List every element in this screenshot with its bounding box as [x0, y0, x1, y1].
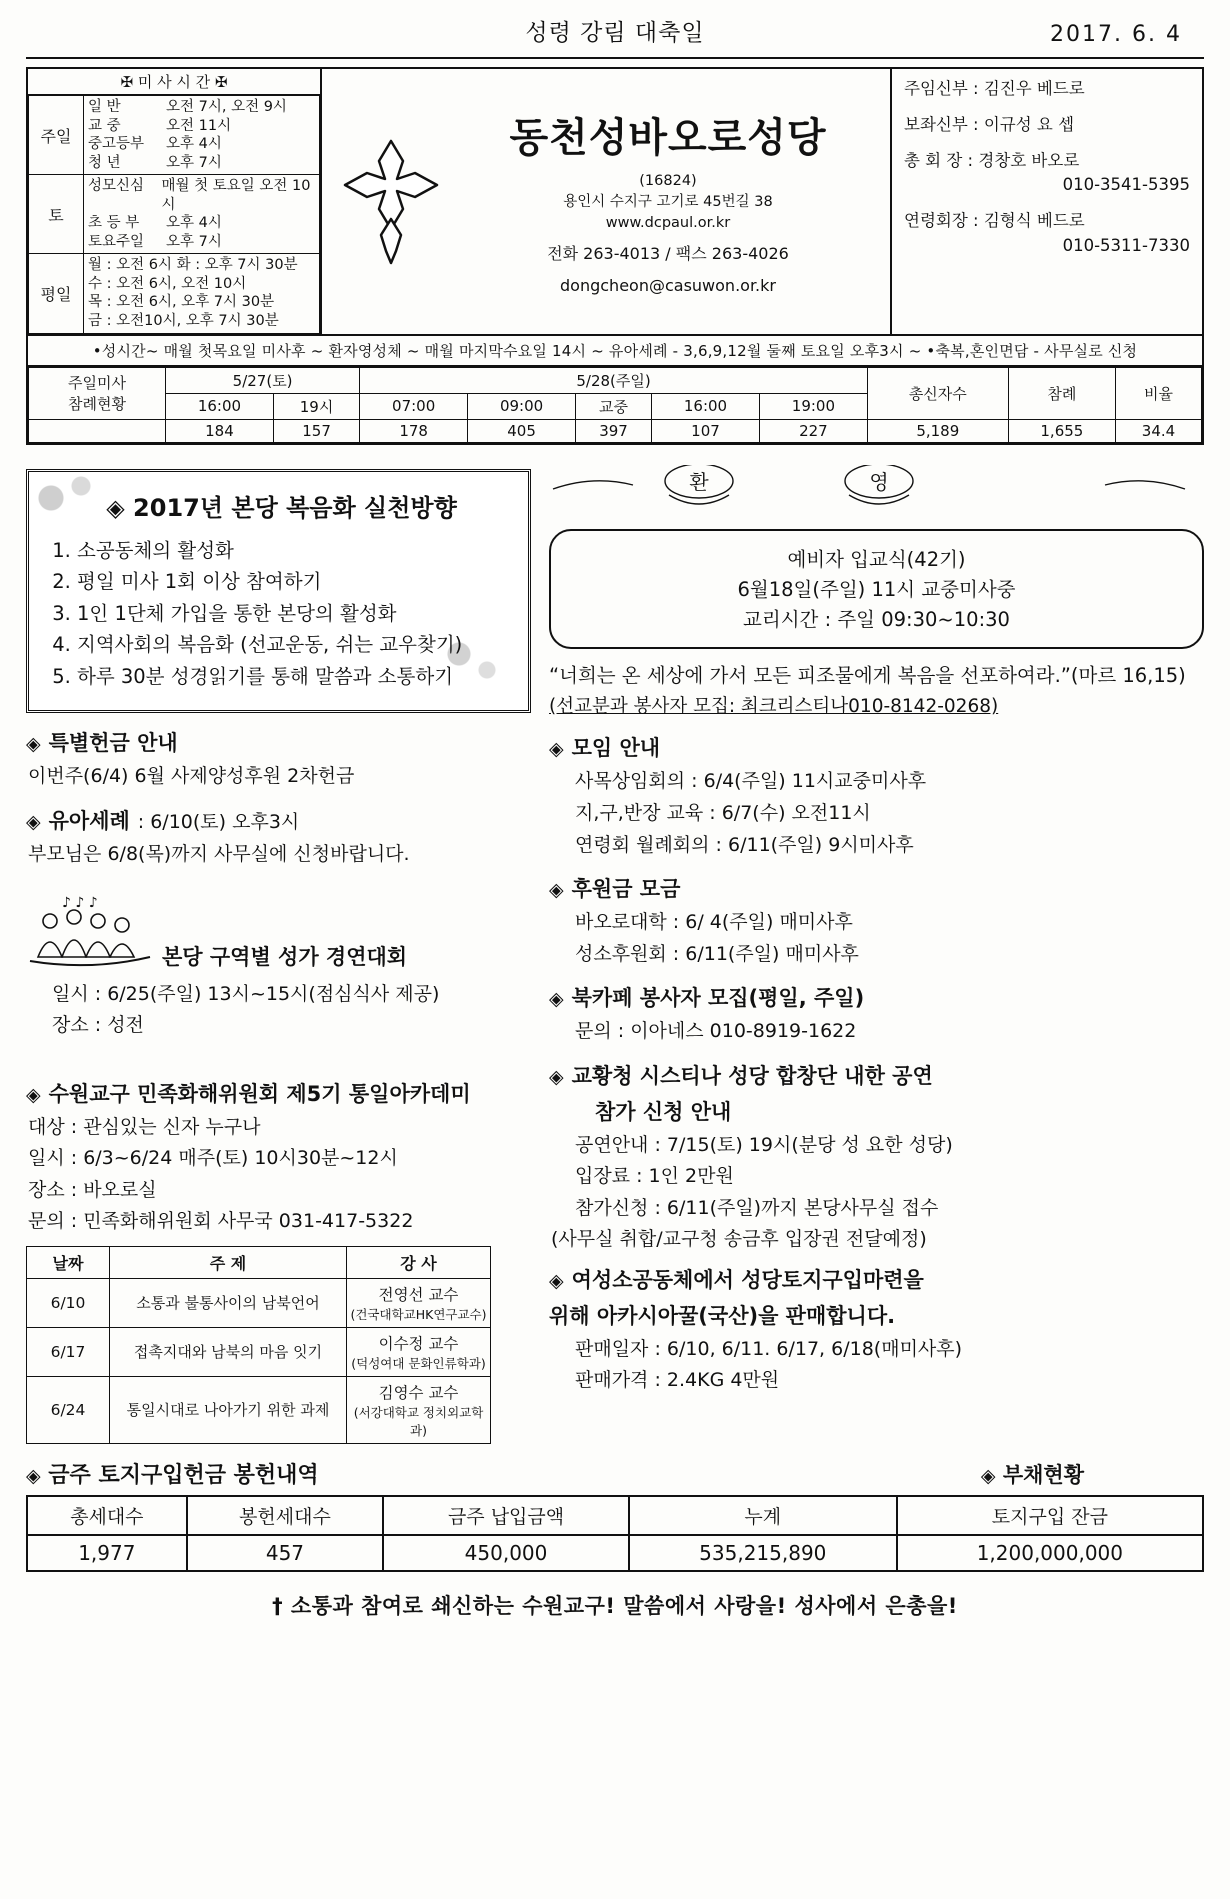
staff-phone: 010-3541-5395 [1062, 175, 1190, 195]
mass-row-value: 금 : 오전10시, 오후 7시 30분 [88, 313, 279, 330]
concert-title-line2-wrap [595, 1096, 1204, 1126]
academy-lecturer-affiliation: (서강대학교 정치외교학과) [353, 1404, 484, 1438]
infant-baptism-title: 유아세례 [48, 809, 130, 833]
debt-status-title: 부채현황 [1002, 1462, 1084, 1487]
staff-name: 김진우 베드로 [983, 79, 1085, 98]
concert-title-line1: 교황청 시스티나 성당 합창단 내한 공연 [571, 1063, 933, 1088]
concert-application: 참가신청 : 6/11(주일)까지 본당사무실 접수 [575, 1196, 939, 1219]
staff-name: 경창호 바오로 [978, 150, 1080, 170]
catechumen-box [549, 529, 1204, 650]
attendance-col-total: 총신자수 [867, 367, 1008, 419]
church-phone: 전화 263-4013 / 팩스 263-4026 [547, 244, 789, 264]
attendance-count: 405 [468, 419, 576, 442]
finance-value: 535,215,890 [629, 1535, 897, 1571]
attendance-group-sat: 5/27(토) [166, 367, 360, 393]
masthead [26, 67, 1204, 336]
honey-sale-title-line2: 위해 아카시아꿀(국산)을 판매합니다. [549, 1303, 896, 1328]
mass-group-day: 토 [29, 175, 84, 254]
mass-schedule-title: ✠ 미 사 시 간 ✠ [28, 69, 320, 95]
academy-topic: 접촉지대와 남북의 마음 잇기 [110, 1327, 347, 1376]
goal-item: 3. 1인 1단체 가입을 통한 본당의 활성화 [77, 598, 512, 630]
mass-row-value: 목 : 오전 6시, 오후 7시 30분 [88, 294, 275, 311]
land-offering-title: 금주 토지구입헌금 봉헌내역 [48, 1462, 319, 1488]
table-row [27, 1278, 491, 1327]
diamond-icon: ◈ [549, 879, 564, 902]
academy-topic: 소통과 불통사이의 남북언어 [110, 1278, 347, 1327]
infant-baptism-heading [26, 805, 531, 835]
bookcafe-contact: 문의 : 이아네스 010-8919-1622 [575, 1020, 857, 1043]
goals-title: ◈ 2017년 본당 복음화 실천방향 [106, 493, 457, 522]
mass-row-value: 오후 7시 [166, 233, 222, 250]
academy-lecturer [347, 1376, 491, 1443]
staff-name: 이규성 요 셉 [983, 114, 1075, 134]
special-offering-line: 이번주(6/4) 6월 사제양성후원 2차헌금 [28, 765, 355, 788]
attendance-count: 107 [652, 419, 760, 442]
attendance-table [26, 367, 1204, 445]
page-footer: † 소통과 참여로 쇄신하는 수원교구! 말씀에서 사랑을! 성사에서 은총을! [272, 1593, 958, 1618]
mass-row-value: 수 : 오전 6시, 오전 10시 [88, 275, 247, 292]
fundraising-title: 후원금 모금 [571, 877, 681, 902]
mass-row-key: 성모신심 [88, 178, 145, 195]
church-name: 동천성바오로성당 [509, 115, 827, 162]
diamond-icon: ◈ [26, 733, 41, 756]
mass-schedule-table [28, 69, 322, 334]
attendance-time: 09:00 [468, 393, 576, 419]
academy-th-date: 날짜 [27, 1246, 110, 1278]
attendance-count: 184 [166, 419, 274, 442]
academy-lecturer-affiliation: (덕성여대 문화인류학과) [351, 1355, 486, 1371]
honey-sale-dates: 판매일자 : 6/10, 6/11. 6/17, 6/18(매미사후) [575, 1337, 963, 1360]
academy-lecturer-affiliation: (건국대학교HK연구교수) [350, 1306, 487, 1322]
unification-academy-heading [26, 1078, 531, 1108]
debt-status-heading [981, 1459, 1084, 1489]
attendance-total-value: 5,189 [867, 419, 1008, 442]
staff-name: 김형식 베드로 [983, 211, 1085, 230]
staff-role: 총 회 장 [904, 150, 963, 170]
concert-info: 공연안내 : 7/15(토) 19시(분당 성 요한 성당) [575, 1133, 953, 1156]
mass-row-key: 일 반 [88, 99, 121, 115]
special-offering-title: 특별헌금 안내 [48, 731, 178, 756]
academy-date: 6/24 [27, 1376, 110, 1443]
academy-target: 대상 : 관심있는 신자 누구나 [28, 1115, 261, 1138]
meeting-item: 연령회 월례회의 : 6/11(주일) 9시미사후 [575, 833, 914, 856]
attendance-time: 19:00 [759, 393, 867, 419]
special-offering-heading [26, 727, 531, 757]
mass-row-value: 오후 4시 [166, 215, 222, 232]
academy-place: 장소 : 바오로실 [28, 1178, 157, 1201]
finance-header: 누계 [629, 1496, 897, 1535]
academy-th-lecturer: 강 사 [347, 1246, 491, 1278]
mass-group-rows [84, 175, 320, 254]
fundraising-item: 성소후원회 : 6/11(주일) 매미사후 [575, 942, 859, 965]
academy-date: 6/10 [27, 1278, 110, 1327]
bookcafe-title: 북카페 봉사자 모집(평일, 주일) [571, 986, 865, 1011]
content-columns [26, 465, 1204, 1444]
honey-sale-title-line1: 여성소공동체에서 성당토지구입마련을 [571, 1267, 924, 1292]
choir-contest-title: 본당 구역별 성가 경연대회 [162, 944, 408, 969]
mission-volunteer-recruit: (선교분과 봉사자 모집: 최크리스티나010-8142-0268) [549, 696, 999, 718]
attendance-time: 교중 [576, 393, 652, 419]
mass-group-day: 주일 [29, 96, 84, 175]
choir-contest-place: 장소 : 성전 [52, 1014, 144, 1037]
honey-sale-title-line2-wrap [549, 1300, 1204, 1330]
welcome-wreath-decoration [549, 465, 1204, 511]
goal-item: 1. 소공동체의 활성화 [77, 535, 512, 567]
academy-th-topic: 주 제 [110, 1246, 347, 1278]
diamond-icon: ◈ [549, 738, 564, 761]
choir-contest-datetime: 일시 : 6/25(주일) 13시~15시(점심식사 제공) [52, 982, 440, 1005]
finance-value: 1,977 [27, 1535, 187, 1571]
catechumen-line3: 교리시간 : 주일 09:30~10:30 [743, 608, 1010, 631]
attendance-col-attend: 참례 [1008, 367, 1115, 419]
attendance-time: 07:00 [360, 393, 468, 419]
attendance-label-line2: 참례현황 [68, 395, 126, 414]
attendance-blank [29, 419, 166, 442]
honey-sale-heading [549, 1264, 1204, 1294]
mass-row-value: 오전 7시, 오전 9시 [166, 99, 287, 115]
diamond-icon: ◈ [549, 988, 564, 1011]
mass-row-value: 오후 7시 [166, 154, 222, 171]
goal-item: 2. 평일 미사 1회 이상 참여하기 [77, 566, 512, 598]
diamond-icon: ◈ [549, 1065, 564, 1088]
academy-datetime: 일시 : 6/3~6/24 매주(토) 10시30분~12시 [28, 1147, 398, 1170]
academy-lecturer-name: 전영선 교수 [378, 1285, 459, 1304]
choir-contest-heading [26, 891, 531, 977]
meeting-item: 사목상임회의 : 6/4(주일) 11시교중미사후 [575, 770, 927, 793]
attendance-label-line1: 주일미사 [68, 374, 126, 393]
wreath-left-char: 환 [689, 469, 709, 494]
mass-group-day: 평일 [29, 254, 84, 333]
attendance-time: 16:00 [652, 393, 760, 419]
finance-header: 봉헌세대수 [187, 1496, 384, 1535]
mass-row-key: 교 중 [88, 117, 121, 134]
concert-heading [549, 1060, 1204, 1090]
academy-lecturer-name: 김영수 교수 [378, 1383, 459, 1402]
mass-row-key: 중고등부 [88, 136, 145, 153]
choir-singers-icon [26, 891, 156, 977]
staff-list [890, 69, 1202, 334]
academy-lecturer [347, 1327, 491, 1376]
issue-date: 2017. 6. 4 [1050, 22, 1182, 47]
right-column [549, 465, 1204, 1444]
svg-text:♪ ♪ ♪: ♪ ♪ ♪ [62, 894, 98, 911]
mass-group-rows [84, 254, 320, 333]
academy-lecturer [347, 1278, 491, 1327]
attendance-count: 178 [360, 419, 468, 442]
left-column [26, 465, 531, 1444]
staff-row: 주임신부 : 김진우 베드로 [904, 79, 1085, 98]
scripture-quote: “너희는 온 세상에 가서 모든 피조물에게 복음을 선포하여라.”(마르 16,15) [549, 664, 1186, 688]
attendance-count: 157 [273, 419, 359, 442]
table-row [27, 1376, 491, 1443]
bookcafe-heading [549, 982, 1204, 1012]
church-email[interactable]: dongcheon@casuwon.or.kr [560, 276, 776, 296]
unification-academy-title: 수원교구 민족화해위원회 제5기 통일아카데미 [48, 1081, 471, 1106]
diamond-icon: ◈ [26, 1083, 41, 1106]
table-row [27, 1535, 1203, 1571]
cross-icon [332, 135, 450, 267]
attendance-time: 19시 [273, 393, 359, 419]
finance-header: 토지구입 잔금 [897, 1496, 1203, 1535]
staff-phone: 010-5311-7330 [1062, 235, 1190, 255]
diamond-icon: ◈ [26, 1464, 41, 1487]
mass-row-key: 청 년 [88, 154, 121, 171]
notice-strip: •성시간~ 매월 첫목요일 미사후 ~ 환자영성체 ~ 매월 마지막수요일 14시 ~ 유아세례 - 3,6,9,12월 둘째 토요일 오후3시 ~ •축복,혼인면담 - 사무실로 신청 [26, 336, 1204, 367]
academy-contact: 문의 : 민족화해위원회 사무국 031-417-5322 [28, 1210, 414, 1233]
finance-header: 금주 납입금액 [383, 1496, 629, 1535]
finance-value: 1,200,000,000 [897, 1535, 1203, 1571]
meetings-title: 모임 안내 [571, 736, 661, 761]
mass-row-value: 오전 11시 [166, 117, 232, 134]
finance-header: 총세대수 [27, 1496, 187, 1535]
staff-role: 보좌신부 [904, 114, 968, 134]
honey-sale-price: 판매가격 : 2.4KG 4만원 [575, 1369, 780, 1392]
diamond-icon: ◈ [980, 1464, 996, 1487]
academy-lecturer-name: 이수정 교수 [378, 1334, 459, 1353]
infant-baptism-value: : 6/10(토) 오후3시 [137, 811, 300, 833]
mass-row-value: 오후 4시 [166, 136, 222, 153]
diamond-icon: ◈ [549, 1269, 564, 1292]
academy-topic: 통일시대로 나아가기 위한 과제 [110, 1376, 347, 1443]
mass-row-value: 매월 첫 토요일 오전 10시 [161, 178, 311, 213]
church-website[interactable]: www.dcpaul.or.kr [605, 215, 731, 232]
header-divider [26, 57, 1204, 59]
finance-table [26, 1495, 1204, 1572]
land-offering-heading [26, 1458, 319, 1489]
fundraising-heading [549, 873, 1204, 903]
attendance-count: 227 [759, 419, 867, 442]
attendance-count: 397 [576, 419, 652, 442]
staff-row: 총 회 장 : 경창호 바오로 010-3541-5395 [904, 149, 1194, 199]
finance-value: 450,000 [383, 1535, 629, 1571]
finance-value: 457 [187, 1535, 384, 1571]
mass-row-value: 월 : 오전 6시 화 : 오후 7시 30분 [88, 257, 298, 274]
staff-role: 주임신부 [904, 79, 968, 98]
finance-section [26, 1458, 1204, 1572]
catechumen-line2: 6월18일(주일) 11시 교중미사중 [737, 577, 1016, 601]
meeting-item: 지,구,반장 교육 : 6/7(수) 오전11시 [575, 802, 871, 825]
infant-baptism-line: 부모님은 6/8(목)까지 사무실에 신청바랍니다. [28, 843, 410, 865]
church-address: 용인시 수지구 고기로 45번길 38 [563, 194, 773, 211]
table-row [27, 1327, 491, 1376]
attendance-label [29, 367, 166, 419]
finance-headings [26, 1458, 1204, 1489]
concert-title-line2: 참가 신청 안내 [595, 1099, 732, 1124]
staff-row: 연령회장 : 김형식 베드로 010-5311-7330 [904, 209, 1194, 259]
page-header [0, 0, 1230, 53]
mass-row-key: 토요주일 [88, 233, 145, 250]
mass-group-rows [84, 96, 320, 175]
diamond-icon: ◈ [26, 811, 41, 833]
concert-price: 입장료 : 1인 2만원 [575, 1165, 734, 1188]
church-identity [322, 69, 890, 334]
feast-title: 성령 강림 대축일 [525, 20, 705, 46]
meetings-heading [549, 732, 1204, 762]
evangelization-goals-box [26, 469, 531, 714]
staff-role: 연령회장 [904, 211, 968, 230]
attendance-attend-value: 1,655 [1008, 419, 1115, 442]
goal-item: 4. 지역사회의 복음화 (선교운동, 쉬는 교우찾기) [77, 629, 512, 661]
academy-date: 6/17 [27, 1327, 110, 1376]
attendance-time: 16:00 [166, 393, 274, 419]
staff-row: 보좌신부 : 이규성 요 셉 [904, 114, 1075, 134]
catechumen-line1: 예비자 입교식(42기) [787, 547, 966, 571]
concert-note: (사무실 취합/교구청 송금후 입장권 전달예정) [551, 1228, 927, 1251]
attendance-col-rate: 비율 [1116, 367, 1202, 419]
fundraising-item: 바오로대학 : 6/ 4(주일) 매미사후 [575, 911, 853, 934]
wreath-right-char: 영 [869, 469, 889, 494]
goal-item: 5. 하루 30분 성경읽기를 통해 말씀과 소통하기 [77, 661, 512, 693]
attendance-group-sun: 5/28(주일) [360, 367, 868, 393]
attendance-rate-value: 34.4 [1116, 419, 1202, 442]
academy-schedule-table [26, 1246, 491, 1444]
church-zip: (16824) [639, 173, 697, 190]
mass-row-key: 초 등 부 [88, 215, 140, 232]
